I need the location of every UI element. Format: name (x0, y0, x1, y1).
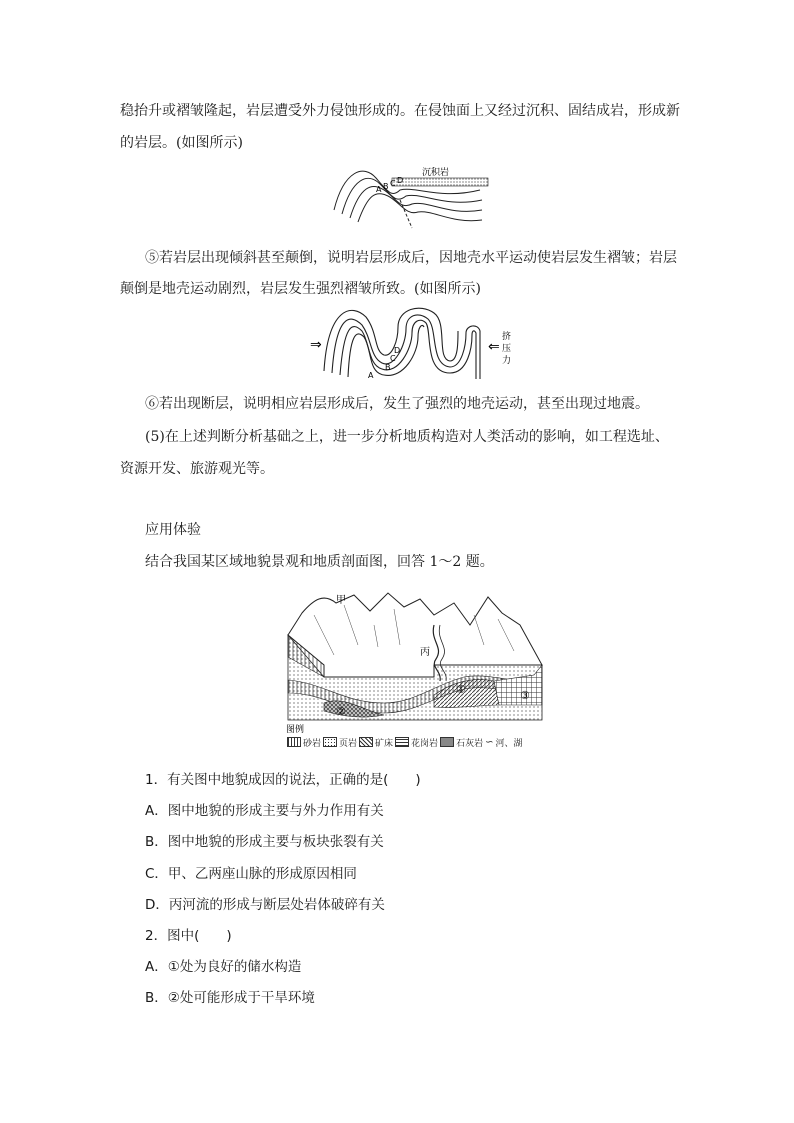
fig2-label-d: D (394, 346, 401, 355)
force-label-1: 挤 (502, 332, 512, 342)
unconformity-figure (330, 160, 490, 230)
label-circle-1: ① (456, 683, 466, 696)
legend-granite: 花岗岩 (411, 738, 439, 749)
paragraph-2-line-2: 颠倒是地壳运动剧烈，岩层发生强烈褶皱所致。(如图所示) (120, 281, 481, 297)
paragraph-4-line-2: 资源开发、旅游观光等。 (120, 461, 274, 477)
question-2-option-b: B．②处可能形成于干旱环境 (145, 990, 315, 1006)
label-circle-3: ③ (520, 689, 530, 702)
legend-title: 图例 (286, 725, 305, 735)
question-1-option-d: D．丙河流的形成与断层处岩体破碎有关 (145, 897, 385, 913)
question-intro: 结合我国某区域地貌景观和地质剖面图，回答 1～2 题。 (145, 554, 494, 570)
question-1-stem: 1．有关图中地貌成因的说法，正确的是( ) (145, 772, 421, 788)
fig2-label-a: A (368, 371, 374, 380)
paragraph-2-line-1: ⑤若岩层出现倾斜甚至颠倒，说明岩层形成后，因地壳水平运动使岩层发生褶皱；岩层 (145, 250, 677, 266)
fig1-label-c: C (390, 179, 396, 188)
legend-shale: 页岩 (339, 738, 358, 749)
svg-text:⇐: ⇐ (488, 339, 500, 355)
legend-sandstone: 砂岩 (303, 738, 322, 749)
paragraph-1-line-2: 的岩层。(如图所示) (120, 135, 243, 151)
force-label-2: 压 (502, 344, 512, 354)
question-1-option-b: B．图中地貌的形成主要与板块张裂有关 (145, 834, 384, 850)
question-1-option-c: C．甲、乙两座山脉的形成原因相同 (145, 866, 357, 882)
force-label-3: 力 (502, 356, 512, 366)
sedimentary-rock-label: 沉积岩 (422, 168, 450, 178)
legend-river-lake: 河、湖 (495, 738, 523, 749)
legend-limestone: 石灰岩 (456, 738, 484, 749)
label-jia: 甲 (336, 595, 346, 606)
fig1-label-d: D (397, 176, 404, 185)
label-circle-2: ② (336, 705, 346, 718)
question-2-stem: 2．图中( ) (145, 928, 232, 944)
legend-ore: 矿床 (375, 738, 394, 749)
label-bing: 丙 (420, 647, 430, 658)
legend: 砂岩 页岩 矿床 花岗岩 石灰岩 ∽ 河、湖 (287, 735, 543, 749)
landform-block-diagram (284, 585, 546, 735)
fold-figure (310, 305, 510, 383)
fig2-label-b: B (385, 363, 391, 372)
svg-text:⇒: ⇒ (310, 337, 322, 353)
fig2-label-c: C (390, 354, 396, 363)
question-1-option-a: A．图中地貌的形成主要与外力作用有关 (145, 803, 384, 819)
question-2-option-a: A．①处为良好的储水构造 (145, 959, 302, 975)
fig1-label-b: B (383, 182, 389, 191)
paragraph-4-line-1: (5)在上述判断分析基础之上，进一步分析地质构造对人类活动的影响，如工程选址、 (145, 429, 669, 445)
paragraph-3: ⑥若出现断层，说明相应岩层形成后，发生了强烈的地壳运动，甚至出现过地震。 (145, 396, 649, 412)
paragraph-1-line-1: 稳抬升或褶皱隆起，岩层遭受外力侵蚀形成的。在侵蚀面上又经过沉积、固结成岩，形成新 (120, 103, 680, 119)
section-heading: 应用体验 (145, 522, 201, 538)
fig1-label-a: A (376, 185, 382, 194)
